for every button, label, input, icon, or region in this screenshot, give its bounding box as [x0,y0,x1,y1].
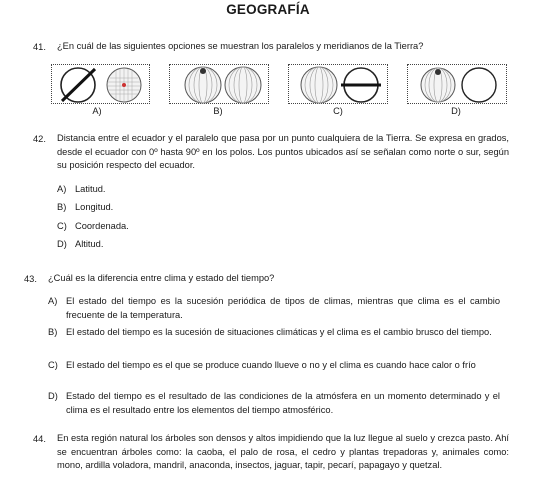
question-text: En esta región natural los árboles son densos y altos impidiendo que la luz llegue al suelo y crezca pasto. Ahí se encuentran árboles como: la caoba, el palo de rosa, el cedro y plantas trepadoras y, animales como: mono, ardilla voladora, mandril, anaconda, insectos, jaguar, tapir, pecarí, papagayo y quetzal. [57,433,509,470]
option-letter: D) [48,391,58,401]
option-a-label: A) [92,106,102,116]
option-b-image[interactable] [169,64,269,104]
option-letter: A) [57,184,67,194]
option-text: Altitud. [75,239,104,249]
option-letter: A) [48,296,58,306]
option-text: Estado del tiempo es el resultado de las condiciones de la atmósfera en un momento determinado y el clima es el resultado entre los elementos del tiempo atmosférico. [66,391,500,415]
question-text: ¿En cuál de las siguientes opciones se muestran los paralelos y meridianos de la Tierra? [57,41,424,51]
option-c-image[interactable] [288,64,388,104]
option-text: Latitud. [75,184,106,194]
option-letter: B) [57,202,67,212]
option-d-image[interactable] [407,64,507,104]
question-number: 43. [24,274,37,284]
option-text: El estado del tiempo es la sucesión periódica de tipos de climas, mientras que clima es el cambio frecuente de la temperatura. [66,296,500,320]
question-text: Distancia entre el ecuador y el paralelo que pasa por un punto cualquiera de la Tierra. Se expresa en grados, desde el ecuador con 0º hasta 90º en los polos. Los puntos ubicados así se señalan como norte o sur, según su posición respecto del ecuador. [57,133,509,170]
answer-option[interactable] [48,326,500,353]
answer-option[interactable] [48,359,500,386]
option-b-label: B) [213,106,223,116]
answer-option[interactable] [48,390,500,417]
option-d-label: D) [451,106,461,116]
option-letter: C) [57,221,67,231]
option-a-image[interactable] [51,64,150,104]
page-title: GEOGRAFÍA [226,2,310,17]
answer-option[interactable] [48,295,500,322]
option-letter: D) [57,239,67,249]
option-letter: B) [48,327,58,337]
option-text: Coordenada. [75,221,129,231]
question-number: 44. [33,434,46,444]
option-text: El estado del tiempo es el que se produce cuando llueve o no y el clima es cuando hace calor o frío [66,360,476,370]
option-letter: C) [48,360,58,370]
option-text: El estado del tiempo es la sucesión de situaciones climáticas y el clima es el cambio brusco del tiempo. [66,327,492,337]
question-number: 41. [33,42,46,52]
question-number: 42. [33,134,46,144]
option-text: Longitud. [75,202,114,212]
option-c-label: C) [333,106,343,116]
question-text: ¿Cuál es la diferencia entre clima y estado del tiempo? [48,273,275,283]
